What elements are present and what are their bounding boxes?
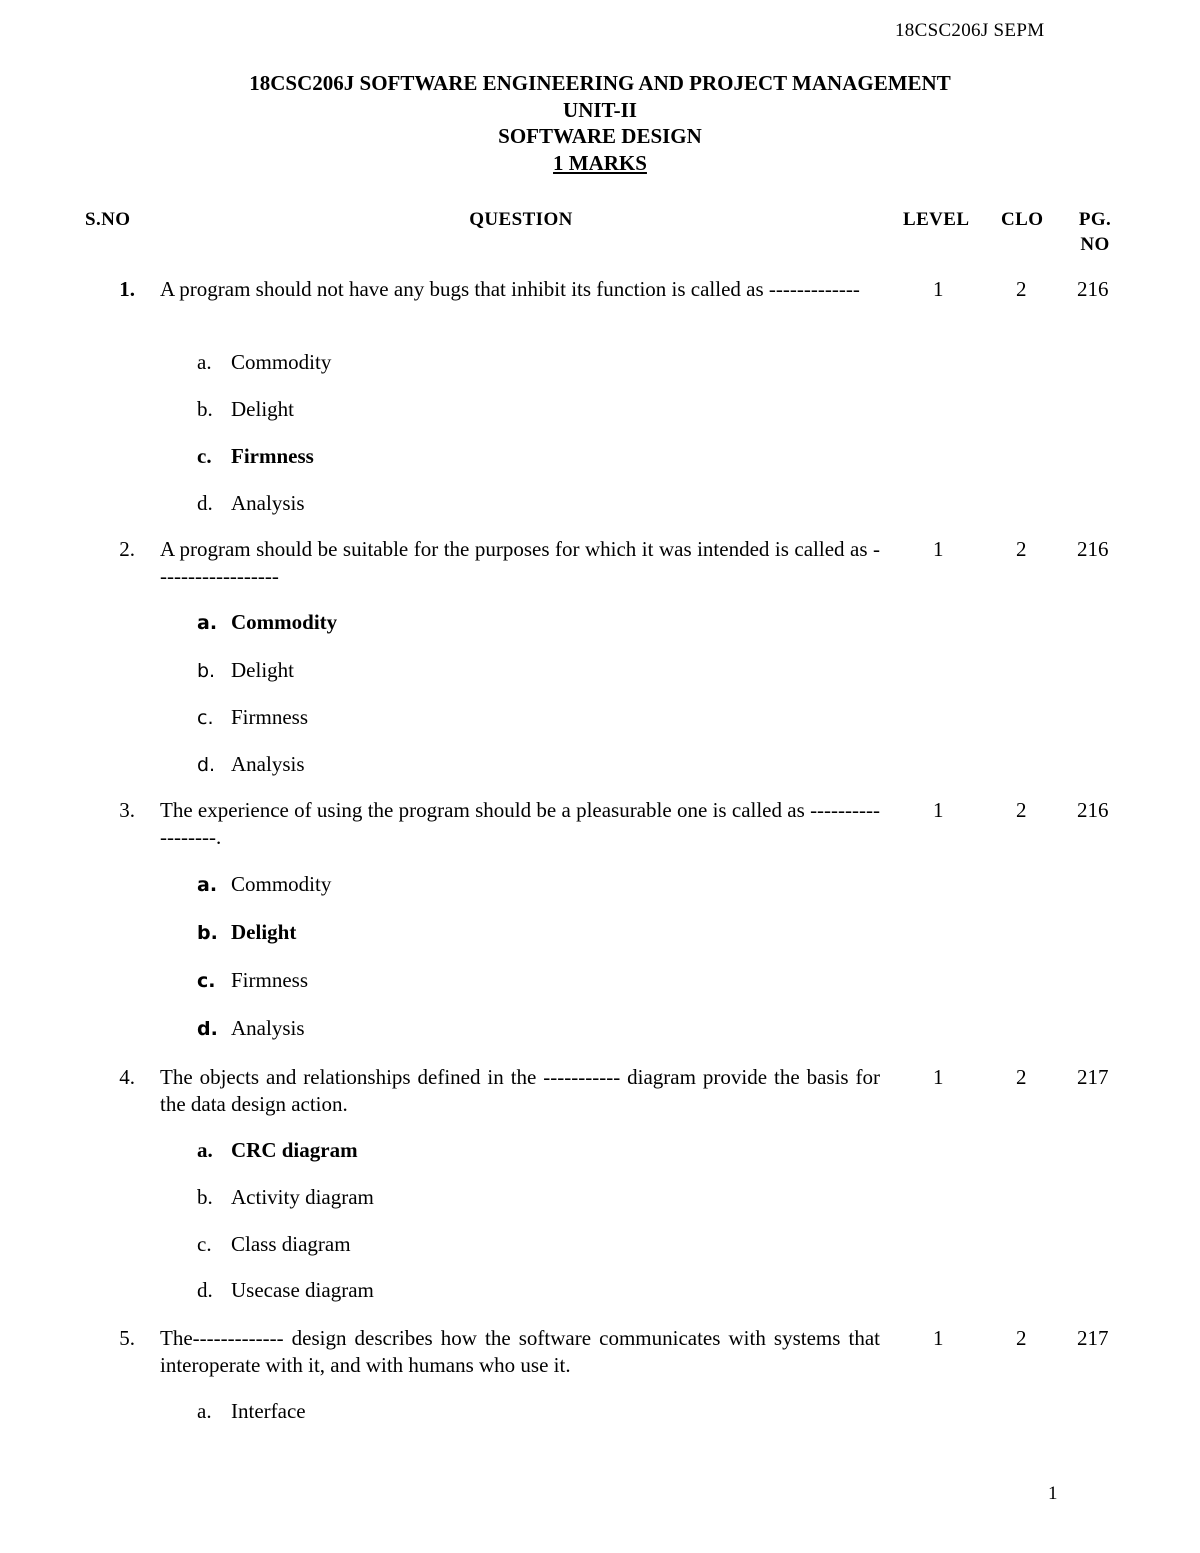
option-letter: c. — [197, 970, 216, 992]
option-letter: d. — [197, 1278, 213, 1302]
question-level: 1 — [933, 1065, 944, 1089]
column-header-level: LEVEL — [903, 209, 970, 230]
option-text: Commodity — [231, 350, 332, 374]
question-level: 1 — [933, 277, 944, 301]
option-text: Analysis — [231, 1016, 305, 1040]
option-item — [197, 1398, 306, 1425]
option-item-correct — [197, 609, 337, 637]
question-number: 5. — [119, 1326, 135, 1350]
question-level: 1 — [933, 537, 944, 561]
option-item — [197, 1231, 351, 1258]
question-number: 2. — [119, 537, 135, 561]
question-page: 217 — [1077, 1326, 1109, 1350]
column-header-sno: S.NO — [85, 209, 131, 230]
option-text: Firmness — [231, 705, 309, 729]
option-letter: c. — [197, 707, 214, 729]
marks-title: 1 MARKS — [553, 150, 647, 175]
option-text: Usecase diagram — [231, 1278, 374, 1302]
option-item-correct — [197, 443, 314, 470]
option-item — [197, 1015, 305, 1043]
option-letter: b. — [197, 660, 216, 682]
option-text: Firmness — [231, 968, 309, 992]
option-letter: a. — [197, 874, 218, 896]
option-item — [197, 1277, 374, 1304]
option-text: Firmness — [231, 444, 314, 468]
option-text: CRC diagram — [231, 1138, 358, 1162]
column-header-question: QUESTION — [469, 209, 573, 230]
column-header-clo: CLO — [1001, 209, 1044, 230]
option-letter: a. — [197, 612, 218, 634]
option-text: Analysis — [231, 752, 305, 776]
question-text: The experience of using the program should be a pleasurable one is called as ------------------. — [160, 798, 880, 849]
option-item — [197, 657, 294, 685]
option-letter: a. — [197, 1399, 212, 1423]
option-item — [197, 704, 308, 732]
question-number: 1. — [119, 277, 135, 301]
page-number: 1 — [1048, 1483, 1058, 1504]
question-clo: 2 — [1016, 1065, 1027, 1089]
option-letter: a. — [197, 350, 212, 374]
option-item — [197, 967, 308, 995]
question-text: A program should not have any bugs that inhibit its function is called as ------------- — [160, 277, 860, 301]
option-text: Commodity — [231, 610, 338, 634]
option-item-correct — [197, 1137, 358, 1164]
option-letter: b. — [197, 922, 218, 944]
topic-title: SOFTWARE DESIGN — [498, 124, 702, 148]
column-header-pg: PG. — [1078, 209, 1112, 230]
option-letter: c. — [197, 444, 212, 468]
column-header-no: NO — [1080, 234, 1110, 255]
option-text: Commodity — [231, 872, 332, 896]
option-letter: d. — [197, 1018, 218, 1040]
option-text: Analysis — [231, 491, 305, 515]
question-number: 4. — [119, 1065, 135, 1089]
option-letter: d. — [197, 491, 213, 515]
question-page: 216 — [1077, 537, 1109, 561]
option-item — [197, 396, 294, 423]
option-letter: b. — [197, 397, 213, 421]
question-text: The------------- design describes how the software communicates with systems that interoperate with it, and with humans who use it. — [160, 1326, 880, 1377]
question-text: A program should be suitable for the purposes for which it was intended is called as ------------------ — [160, 537, 880, 588]
question-level: 1 — [933, 1326, 944, 1350]
option-item-correct — [197, 919, 296, 947]
option-item — [197, 1184, 374, 1211]
option-item — [197, 751, 305, 779]
question-level: 1 — [933, 798, 944, 822]
running-header: 18CSC206J SEPM — [895, 20, 1045, 41]
question-clo: 2 — [1016, 277, 1027, 301]
option-letter: c. — [197, 1232, 212, 1256]
unit-title: UNIT-II — [563, 97, 637, 122]
option-text: Interface — [231, 1399, 306, 1423]
course-title: 18CSC206J SOFTWARE ENGINEERING AND PROJECT MANAGEMENT — [249, 71, 951, 95]
option-text: Class diagram — [231, 1232, 351, 1256]
question-page: 216 — [1077, 277, 1109, 301]
question-page: 217 — [1077, 1065, 1109, 1089]
option-item — [197, 871, 331, 899]
question-clo: 2 — [1016, 798, 1027, 822]
question-page: 216 — [1077, 798, 1109, 822]
option-item — [197, 349, 331, 376]
option-text: Delight — [231, 920, 297, 944]
document-title — [0, 70, 1200, 176]
option-letter: b. — [197, 1185, 213, 1209]
question-clo: 2 — [1016, 537, 1027, 561]
option-letter: a. — [197, 1138, 213, 1162]
option-item — [197, 490, 305, 517]
question-text: The objects and relationships defined in the ----------- diagram provide the basis for the data design action. — [160, 1065, 880, 1116]
option-text: Activity diagram — [231, 1185, 374, 1209]
option-text: Delight — [231, 397, 294, 421]
option-text: Delight — [231, 658, 294, 682]
question-clo: 2 — [1016, 1326, 1027, 1350]
question-number: 3. — [119, 798, 135, 822]
option-letter: d. — [197, 754, 216, 776]
column-header-page-no — [1066, 207, 1124, 257]
